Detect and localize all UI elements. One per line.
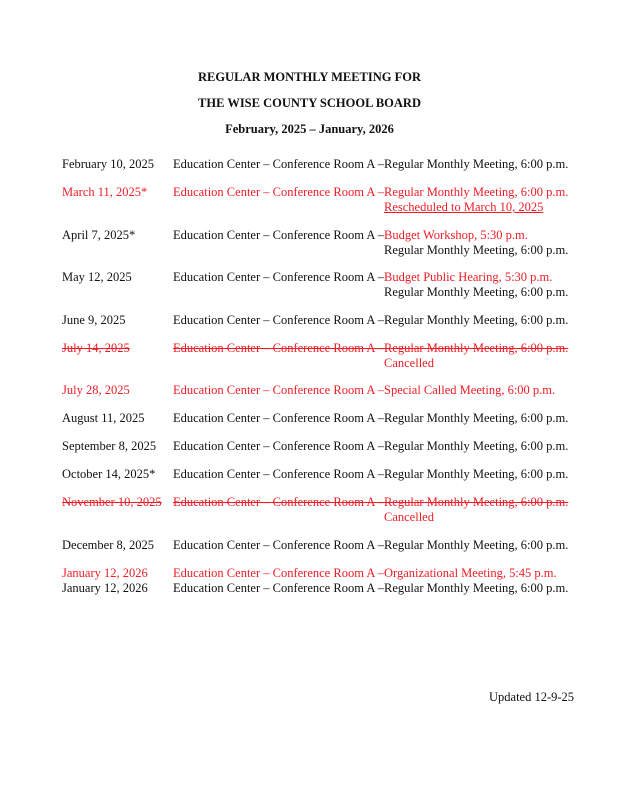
meeting-location: Education Center – Conference Room A – — [173, 411, 385, 425]
meeting-date: February 10, 2025 — [62, 157, 154, 171]
meeting-date: June 9, 2025 — [62, 313, 126, 327]
meeting-description: Regular Monthly Meeting, 6:00 p.m. — [384, 467, 569, 481]
meeting-location: Education Center – Conference Room A – — [173, 581, 385, 595]
meeting-description: Regular Monthly Meeting, 6:00 p.m. — [384, 341, 569, 355]
meeting-location: Education Center – Conference Room A – — [173, 495, 385, 509]
doc-date-range: February, 2025 – January, 2026 — [225, 122, 394, 136]
meeting-description: Regular Monthly Meeting, 6:00 p.m. — [384, 439, 569, 453]
meeting-location: Education Center – Conference Room A – — [173, 270, 385, 284]
meeting-description: Regular Monthly Meeting, 6:00 p.m. — [384, 581, 569, 595]
meeting-location: Education Center – Conference Room A – — [173, 467, 385, 481]
meeting-location: Education Center – Conference Room A – — [173, 185, 385, 199]
meeting-date: January 12, 2026 — [62, 566, 148, 580]
meeting-description: Regular Monthly Meeting, 6:00 p.m. — [384, 495, 569, 509]
meeting-date: May 12, 2025 — [62, 270, 132, 284]
meeting-description: Regular Monthly Meeting, 6:00 p.m. — [384, 538, 569, 552]
meeting-date: October 14, 2025* — [62, 467, 156, 481]
doc-title-line1: REGULAR MONTHLY MEETING FOR — [197, 70, 422, 84]
meeting-date: September 8, 2025 — [62, 439, 157, 453]
meeting-description: Special Called Meeting, 6:00 p.m. — [384, 383, 556, 397]
meeting-date: August 11, 2025 — [62, 411, 145, 425]
meeting-location: Education Center – Conference Room A – — [173, 313, 385, 327]
meeting-date: July 14, 2025 — [62, 341, 130, 355]
cancelled-note: Cancelled — [384, 510, 434, 524]
cancelled-note: Cancelled — [384, 356, 434, 370]
meeting-location: Education Center – Conference Room A – — [173, 157, 385, 171]
meeting-date: March 11, 2025* — [62, 185, 148, 199]
meeting-description: Budget Workshop, 5:30 p.m. — [384, 228, 528, 242]
meeting-description: Regular Monthly Meeting, 6:00 p.m. — [384, 411, 569, 425]
meeting-description: Regular Monthly Meeting, 6:00 p.m. — [384, 157, 569, 171]
meeting-description: Regular Monthly Meeting, 6:00 p.m. — [384, 243, 569, 257]
meeting-location: Education Center – Conference Room A – — [173, 566, 385, 580]
meeting-date: July 28, 2025 — [62, 383, 130, 397]
updated-note: Updated 12-9-25 — [489, 690, 575, 704]
meeting-date: November 10, 2025 — [62, 495, 162, 509]
meeting-location: Education Center – Conference Room A – — [173, 538, 385, 552]
meeting-description: Regular Monthly Meeting, 6:00 p.m. — [384, 285, 569, 299]
meeting-date: April 7, 2025* — [62, 228, 136, 242]
meeting-description: Budget Public Hearing, 5:30 p.m. — [384, 270, 553, 284]
meeting-description: Organizational Meeting, 5:45 p.m. — [384, 566, 557, 580]
meeting-date: December 8, 2025 — [62, 538, 154, 552]
meeting-description: Regular Monthly Meeting, 6:00 p.m. — [384, 313, 569, 327]
meeting-location: Education Center – Conference Room A – — [173, 383, 385, 397]
meeting-date: January 12, 2026 — [62, 581, 148, 595]
meeting-location: Education Center – Conference Room A – — [173, 439, 385, 453]
meeting-location: Education Center – Conference Room A – — [173, 341, 385, 355]
meeting-location: Education Center – Conference Room A – — [173, 228, 385, 242]
reschedule-note: Rescheduled to March 10, 2025 — [384, 200, 544, 214]
meeting-description: Regular Monthly Meeting, 6:00 p.m. — [384, 185, 569, 199]
doc-title-line2: THE WISE COUNTY SCHOOL BOARD — [198, 96, 421, 110]
